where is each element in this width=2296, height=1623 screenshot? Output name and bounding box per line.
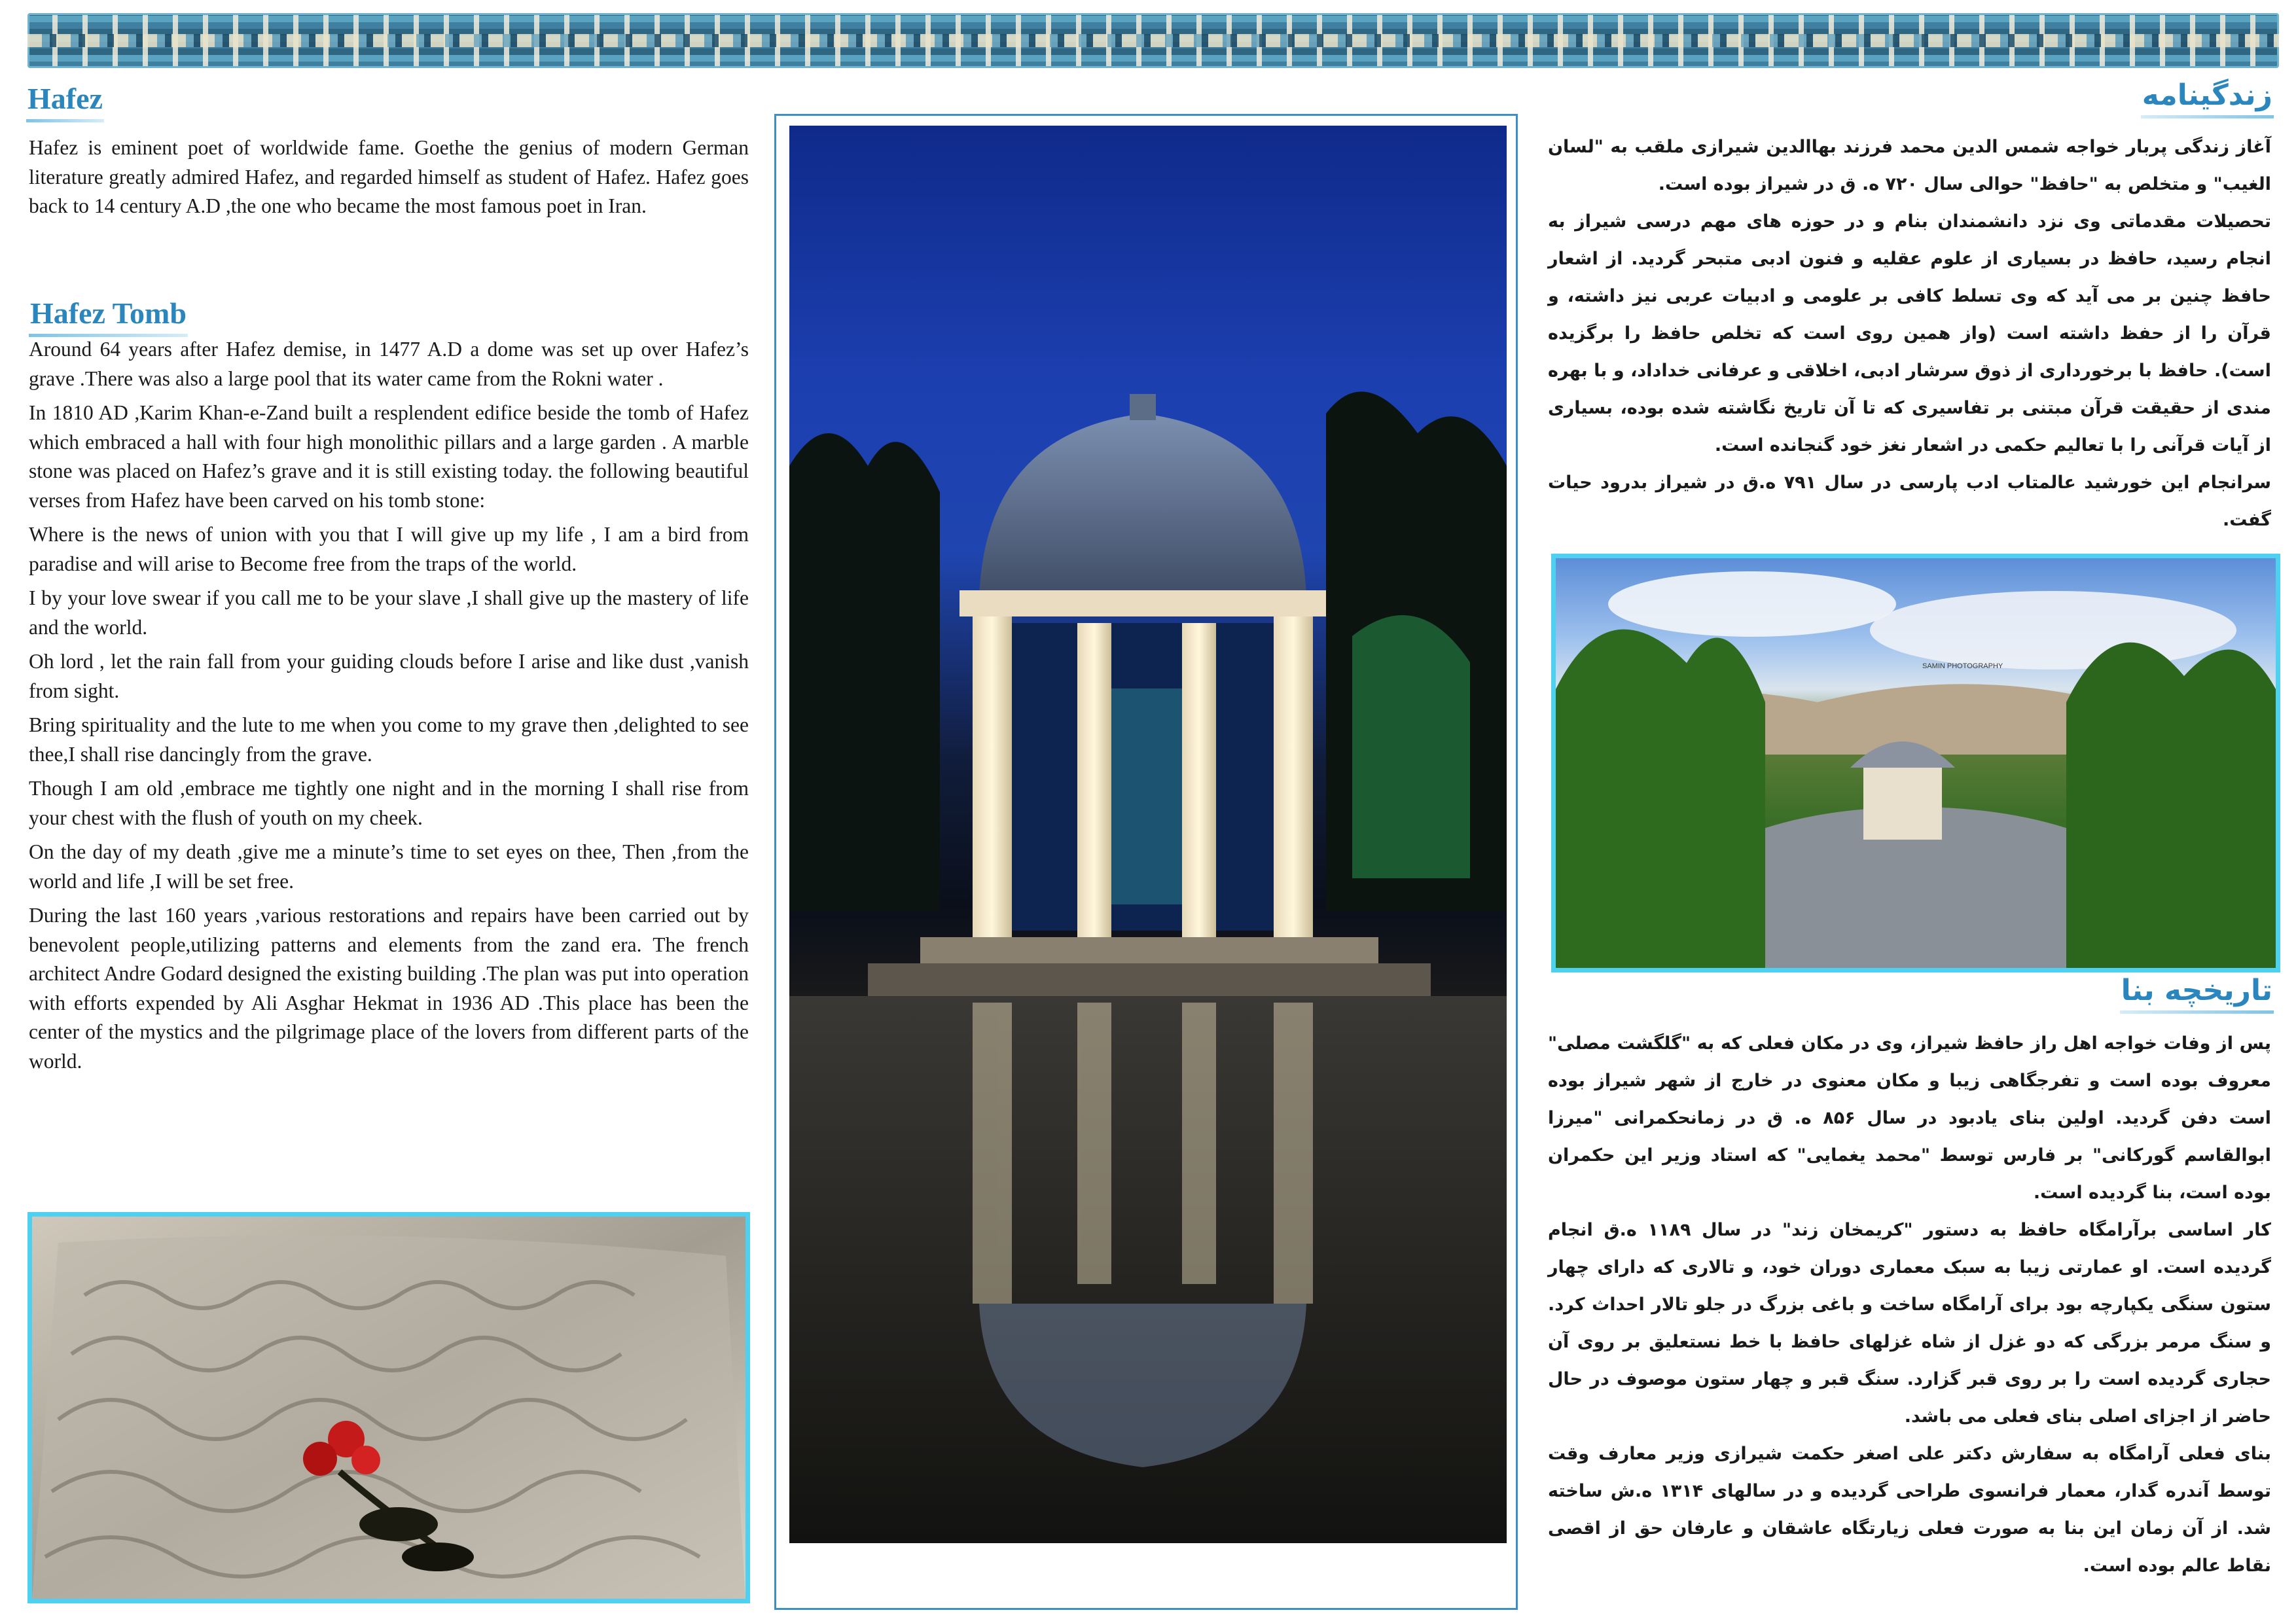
- tomb-paragraph: Where is the news of union with you that I will give up my life , I am a bird from paradise and will arise to Become free from the traps of the world.: [29, 523, 749, 575]
- tile-banner: [27, 13, 2279, 68]
- hafez-intro-text: Hafez is eminent poet of worldwide fame. Goethe the genius of modern German literature greatly admired Hafez, and regarded himself as student of Hafez. Hafez goes back to 14 century A.D ,the one who became the most famous poet in Iran.: [29, 136, 749, 217]
- history-paragraph: بنای فعلی آرامگاه به سفارش دکتر علی اصغر حکمت شیرازی وزیر معارف وقت توسط آندره گدار، معمار فرانسوی طراحی گردیده و در سالهای ۱۳۱۴ ه.ش ساخته شد. از آن زمان این بنا به صورت فعلی زیارتگاه عاشقان و عارفان حق از اقصی نقاط عالم بوده است.: [1548, 1444, 2271, 1576]
- history-paragraph: پس از وفات خواجه اهل راز حافظ شیراز، وی در مکان فعلی که به "گلگشت مصلی" معروف بوده است و تفرجگاهی زیبا و مکان معنوی در خارج از شهر شیراز بوده است دفن گردید. اولین بنای یادبود در سال ۸۵۶ ه. ق در زمانحکمرانی "میرزا ابوالقاسم گورکانی" بر فارس توسط "محمد یغمایی" که استاد وزیر این حکمران بوده است، بنا گردیده است.: [1548, 1033, 2271, 1203]
- biography-text: [1548, 128, 2271, 539]
- tomb-paragraph: During the last 160 years ,various restorations and repairs have been carried out by benevolent people,utilizing patterns and elements from the zand era. The french architect Andre Godard designed the existing building .The plan was put into operation with efforts expended by Ali Asghar Hekmat in 1936 AD .This place has been the center of the mystics and the pilgrimage place of the lovers from different parts of the world.: [29, 904, 749, 1073]
- tomb-paragraph: I by your love swear if you call me to be your slave ,I shall give up the mastery of life and the world.: [29, 586, 749, 639]
- history-heading: تاریخچه بنا: [2121, 974, 2272, 1007]
- garden-illustration: [1556, 558, 2276, 968]
- history-text: [1548, 1025, 2271, 1584]
- biography-paragraph: سرانجام این خورشید عالمتاب ادب پارسی در سال ۷۹۱ ه.ق در شیراز بدرود حیات گفت.: [1548, 473, 2271, 530]
- tomb-paragraph: On the day of my death ,give me a minute’s time to set eyes on thee, Then ,from the world and life ,I will be set free.: [29, 840, 749, 893]
- tomb-paragraph: In 1810 AD ,Karim Khan-e-Zand built a resplendent edifice beside the tomb of Hafez which embraced a hall with four high monolithic pillars and a large garden . A marble stone was placed on Hafez’s grave and it is still existing today. the following beautiful verses from Hafez have been carved on his tomb stone:: [29, 401, 749, 512]
- tomb-paragraph: Oh lord , let the rain fall from your guiding clouds before I arise and like dust ,vanish from sight.: [29, 650, 749, 702]
- biography-heading: زندگینامه: [2142, 79, 2272, 112]
- hafez-intro: [29, 134, 749, 228]
- hafez-tomb-night-photo: [789, 126, 1507, 1543]
- pavilion-illustration: [789, 126, 1507, 1543]
- tombstone-rose-photo: [27, 1212, 750, 1603]
- history-paragraph: کار اساسی برآرامگاه حافظ به دستور "کریمخان زند" در سال ۱۱۸۹ ه.ق انجام گردیده است. او عمارتی زیبا به سبک معماری دوران خود، و تالاری که دارای چهار ستون سنگی یکپارچه بود برای آرامگاه ساخت و باغی بزرگ در جلو تالار احداث کرد. و سنگ مرمر بزرگی که دو غزل از شاه غزلهای حافظ با خط نستعلیق بر روی آن حجاری گردیده است را بر روی قبر گزارد. سنگ قبر و چهار ستون موصوف در حال حاضر از اجزای اصلی بنای فعلی می باشد.: [1548, 1220, 2271, 1427]
- photo-watermark: SAMIN PHOTOGRAPHY: [1922, 662, 2003, 670]
- tomb-paragraph: Bring spirituality and the lute to me when you come to my grave then ,delighted to see thee,I shall rise dancingly from the grave.: [29, 713, 749, 766]
- hafez-tomb-text: [29, 335, 749, 1081]
- tomb-paragraph: Though I am old ,embrace me tightly one night and in the morning I shall rise from your chest with the flush of youth on my cheek.: [29, 777, 749, 829]
- hafez-heading: Hafez: [27, 82, 103, 115]
- biography-paragraph: تحصیلات مقدماتی وی نزد دانشمندان بنام و در حوزه های مهم درسی شیراز به انجام رسید، حافظ در بسیاری از علوم عقلیه و فنون ادبی متبحر گردید. از اشعار حافظ چنین بر می آید که وی تسلط کافی بر علومی و ادبیات عربی نیز داشته، و قرآن را از حفظ داشته است (واز همین روی است که تخلص حافظ را برگزیده است). حافظ با برخورداری از ذوق سرشار ادبی، اخلاقی و عرفانی خداداد، و با بهره مندی از حقیقت قرآن مبتنی بر تفاسیری که تا آن تاریخ نگاشته شده بوده، بسیاری از آیات قرآنی را با تعالیم حکمی در اشعار نغز خود گنجانده است.: [1548, 211, 2271, 455]
- hafez-tomb-heading: Hafez Tomb: [30, 296, 187, 330]
- tombstone-illustration: [32, 1217, 745, 1599]
- biography-paragraph: آغاز زندگی پربار خواجه شمس الدین محمد فرزند بهاالدین شیرازی ملقب به "لسان الغیب" و متخلص به "حافظ" حوالی سال ۷۲۰ ه. ق در شیراز بوده است.: [1548, 137, 2271, 194]
- tomb-paragraph: Around 64 years after Hafez demise, in 1477 A.D a dome was set up over Hafez’s grave .There was also a large pool that its water came from the Rokni water .: [29, 338, 749, 390]
- hafez-garden-panorama-photo: [1551, 554, 2280, 972]
